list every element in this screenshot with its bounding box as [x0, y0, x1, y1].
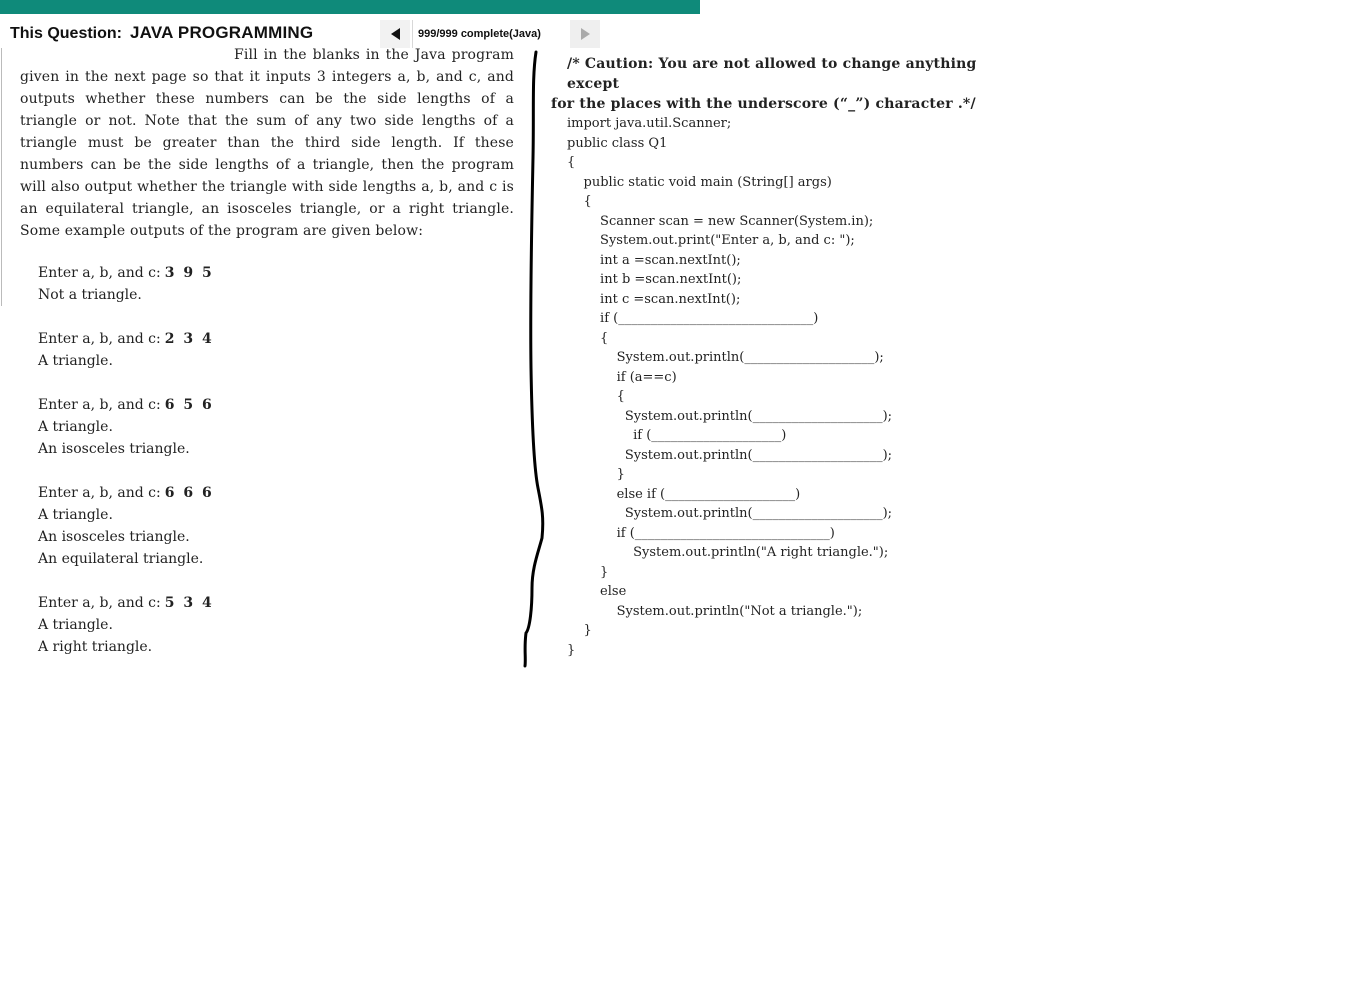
- code-line: if (a==c): [567, 369, 677, 385]
- question-label: This Question:: [10, 25, 122, 42]
- code-line: }: [567, 623, 592, 638]
- example-input: 2 3 4: [164, 331, 214, 347]
- arrow-left-icon: [391, 28, 400, 40]
- code-line: else: [567, 584, 627, 599]
- example-output: A triangle.: [38, 353, 113, 369]
- example-output: An isosceles triangle.: [38, 529, 190, 545]
- caution-line-1: /* Caution: You are not allowed to change anything except: [567, 56, 977, 92]
- code-line: {: [567, 389, 625, 404]
- example-block: [38, 592, 214, 658]
- example-output: An equilateral triangle.: [38, 551, 204, 567]
- code-line: public class Q1: [567, 135, 668, 151]
- code-line: }: [567, 642, 576, 658]
- example-outputs: [38, 262, 214, 680]
- code-line: import java.util.Scanner;: [567, 116, 732, 131]
- divider-stroke: [525, 52, 543, 666]
- code-line: {: [567, 330, 609, 346]
- code-line: int b =scan.nextInt();: [567, 272, 742, 287]
- example-input: 6 6 6: [164, 485, 214, 501]
- code-line: if (______________________________): [567, 525, 835, 541]
- problem-statement: [20, 44, 514, 242]
- arrow-right-icon: [581, 28, 590, 40]
- code-listing: [551, 54, 1001, 660]
- example-output: A right triangle.: [38, 639, 153, 655]
- example-prompt-line: [38, 592, 214, 614]
- example-output: Not a triangle.: [38, 287, 142, 303]
- example-prompt-line: [38, 262, 214, 284]
- example-prompt: Enter a, b, and c:: [38, 485, 161, 501]
- code-line: {: [567, 194, 592, 209]
- caution-line-2: for the places with the underscore (“_”) character .*/: [551, 96, 976, 112]
- example-block: [38, 262, 214, 306]
- code-lines: [551, 114, 1001, 660]
- example-prompt-line: [38, 328, 214, 350]
- code-line: }: [567, 467, 625, 482]
- example-prompt-line: [38, 394, 214, 416]
- code-line: System.out.println(____________________);: [567, 408, 893, 424]
- code-line: }: [567, 564, 609, 580]
- left-margin-rule: [1, 48, 2, 306]
- progress-status: 999/999 complete(Java): [418, 28, 541, 40]
- caution-comment: [551, 54, 1001, 114]
- code-line: int a =scan.nextInt();: [567, 252, 741, 268]
- example-prompt: Enter a, b, and c:: [38, 265, 161, 281]
- code-line: if (____________________): [567, 428, 787, 443]
- problem-text: Fill in the blanks in the Java program given in the next page so that it inputs 3 integers a, b, and c, and outputs whether these numbers can be the side lengths of a triangle or not. Note that the sum of any two side lengths of a triangle must be greater than the third side length. If these numbers can be the side lengths of a triangle, then the program will also output whether the triangle with side lengths a, b, and c is an equilateral triangle, an isosceles triangle, or a right triangle. Some example outputs of the program are given below:: [20, 47, 514, 239]
- code-line: System.out.println(____________________);: [567, 447, 893, 463]
- example-output: A triangle.: [38, 507, 113, 523]
- code-line: System.out.println(____________________);: [567, 350, 884, 365]
- code-line: if (______________________________): [567, 311, 819, 326]
- code-line: System.out.println("Not a triangle.");: [567, 603, 863, 619]
- top-accent-bar: [0, 0, 700, 14]
- example-output: A triangle.: [38, 617, 113, 633]
- example-block: [38, 394, 214, 460]
- code-line: public static void main (String[] args): [567, 174, 832, 190]
- example-prompt: Enter a, b, and c:: [38, 397, 161, 413]
- code-line: int c =scan.nextInt();: [567, 291, 741, 307]
- code-line: System.out.print("Enter a, b, and c: ");: [567, 233, 855, 248]
- next-question-button[interactable]: [570, 20, 600, 48]
- example-block: [38, 328, 214, 372]
- example-input: 6 5 6: [164, 397, 214, 413]
- code-line: {: [567, 155, 576, 170]
- hand-drawn-divider: [520, 48, 550, 668]
- example-output: An isosceles triangle.: [38, 441, 190, 457]
- code-line: System.out.println("A right triangle.");: [567, 545, 889, 560]
- question-title: JAVA PROGRAMMING: [130, 23, 314, 42]
- code-line: Scanner scan = new Scanner(System.in);: [567, 213, 874, 229]
- example-input: 5 3 4: [164, 595, 214, 611]
- example-input: 3 9 5: [164, 265, 214, 281]
- code-line: else if (____________________): [567, 486, 801, 502]
- example-prompt: Enter a, b, and c:: [38, 331, 161, 347]
- code-line: System.out.println(____________________);: [567, 506, 893, 521]
- example-prompt-line: [38, 482, 214, 504]
- example-block: [38, 482, 214, 570]
- example-prompt: Enter a, b, and c:: [38, 595, 161, 611]
- example-output: A triangle.: [38, 419, 113, 435]
